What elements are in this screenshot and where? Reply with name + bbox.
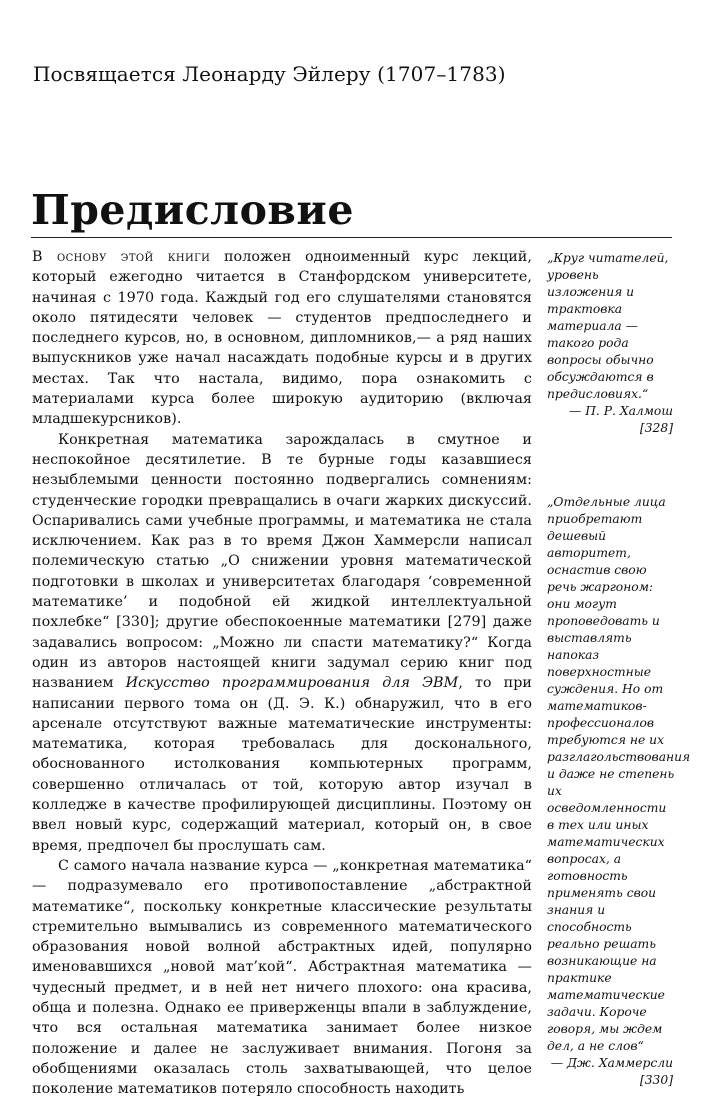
paragraph-2-text-b: , то при написании первого тома он (Д. Э. К.) обнаружил, что в его арсенале отсутствуют важные математические инструменты: математика, которая требовалась для досконального, обоснованного истолкования компьютерных программ, совершенно отличалась от той, которую автор изучал в колледже в качестве профилирующей дисциплины. Поэтому он ввел новый курс, содержащий материал, который он, в свое время, предпочел бы прослушать сам. bbox=[32, 675, 532, 854]
lead-in-smallcaps: В основу этой книги bbox=[32, 249, 211, 265]
margin-note-halmos-text: „Круг читателей, уровень изложения и трактовка материала — такого рода вопросы обычно обсуждаются в предисловиях.“ bbox=[547, 251, 669, 401]
margin-note-halmos-attribution: — П. Р. Халмош [328] bbox=[568, 404, 673, 435]
paragraph-2-text-a: Конкретная математика зарождалась в смутное и неспокойное десятилетие. В те бурные годы казавшиеся незыблемыми ценности постоянно подвергались сомнениям: студенческие городки превращались в очаги жарких дискуссий. Оспаривались сами учебные программы, и математика не стала исключением. Как раз в то время Джон Хаммерсли написал полемическую статью „О снижении уровня математической подготовки в школах и университетах благодаря ‘современной математике’ и подобной ей жидкой интеллектуальной похлебке“ [330]; другие обеспокоенные математики [279] даже задавались вопросом: „Можно ли спасти математику?“ Когда один из авторов настоящей книги задумал серию книг под названием bbox=[32, 431, 532, 692]
paragraph-2 bbox=[32, 430, 532, 856]
title-divider bbox=[31, 237, 672, 238]
book-title-italic: Искусство программирования для ЭВМ bbox=[125, 675, 459, 692]
paragraph-1 bbox=[32, 247, 532, 430]
margin-note-hammersley-attribution: — Дж. Хаммерсли [330] bbox=[550, 1056, 673, 1087]
paragraph-3: С самого начала название курса — „конкретная математика“ — подразумевало его противопоставление „абстрактной математике“, поскольку конкретные классические результаты стремительно вымывались из современного математического образования новой волной абстрактных идей, популярно именовавшихся „новой мат’кой“. Абстрактная математика — чудесный предмет, и в ней нет ничего плохого: она красива, обща и полезна. Однако ее приверженцы впали в заблуждение, что вся остальная математика занимает более низкое положение и далее не заслуживает внимания. Погоня за обобщениями оказалась столь захватывающей, что целое поколение математиков потеряло способность находить bbox=[32, 857, 532, 1098]
margin-note-halmos bbox=[547, 250, 675, 437]
dedication: Посвящается Леонарду Эйлеру (1707–1783) bbox=[33, 62, 506, 86]
margin-note-hammersley-text: „Отдельные лица приобретают дешевый авторитет, оснастив свою речь жаргоном: они могут проповедовать и выставлять напоказ поверхностные суждения. Но от математиков-профессионалов требуются не их разглагольствования и даже не степень их осведомленности в тех или иных математических вопросах, а готовность применять свои знания и способность реально решать возникающие на практике математические задачи. Короче говоря, мы ждем дел, а не слов“ bbox=[547, 495, 691, 1053]
main-text-column bbox=[32, 247, 532, 1099]
paragraph-1-text: положен одноименный курс лекций, который ежегодно читается в Станфордском университете, начиная с 1970 года. Каждый год его слушателями становятся около пятидесяти человек — студентов предпоследнего и последнего курсов, но, в основном, дипломников,— а ряд наших выпускников уже начал насаждать подобные курсы и в других местах. Так что настала, видимо, пора ознакомить с материалами курса более широкую аудиторию (включая младшекурсников). bbox=[32, 249, 532, 428]
chapter-title: Предисловие bbox=[31, 186, 354, 234]
